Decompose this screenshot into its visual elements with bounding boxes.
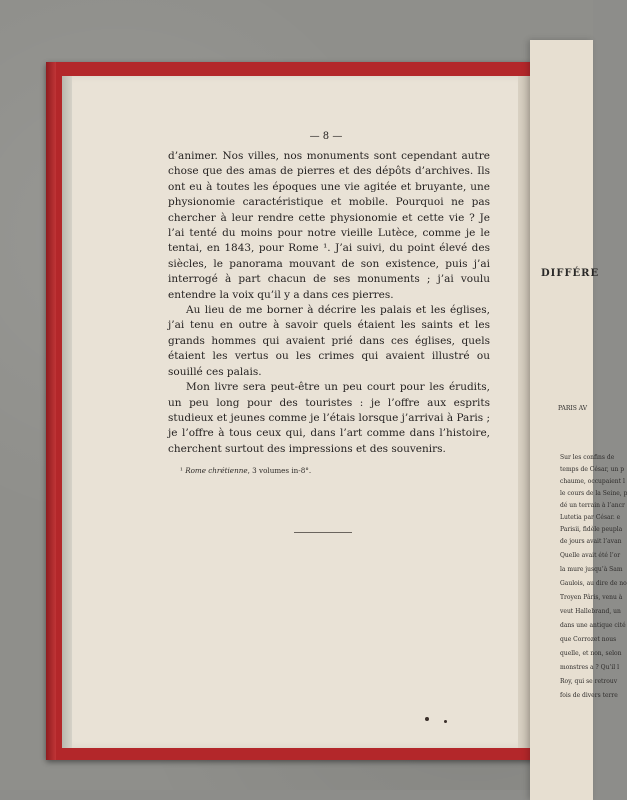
- ink-spot-small: [444, 720, 447, 723]
- right-page-line: fois de divers terre: [560, 692, 618, 699]
- right-page-line: de jours avait l’avan: [560, 538, 622, 545]
- right-page-subtitle: PARIS AV: [558, 405, 588, 412]
- right-page-line: Sur les confins de: [560, 454, 615, 461]
- section-rule: [294, 532, 352, 533]
- right-page-line: chaume, occupaient l: [560, 478, 625, 485]
- paragraph-1: d’animer. Nos villes, nos monuments sont cependant autre chose que des amas de pierres et des dépôts d’archives. Ils ont eu à toutes les époques une vie agitée et bruyante, une physionomie caractéristique et mobile. Pourquoi ne pas chercher à leur rendre cette physionomie et cette vie ? Je l’ai tenté du moins pour notre vieille Lutèce, comme je le tentai, en 1843, pour Rome ¹. J’ai suivi, du point élevé des siècles, le panorama mouvant de son existence, puis j’ai interrogé à part chacun de ses monuments ; j’ai voulu entendre la voix qu’il y a dans ces pierres.: [168, 150, 490, 301]
- page-number: — 8 —: [309, 131, 343, 142]
- right-page-line: que Corrozet nous: [560, 636, 617, 643]
- right-page-line: dé un terrain à l’ancr: [560, 502, 625, 509]
- paragraph-3: Mon livre sera peut-être un peu court pour les érudits, un peu long pour des touristes : je l’offre aux esprits studieux et jeunes comme je l’étais lorsque j’arrivai à Paris ; je l’offre à tous ceux qui, dans l’art comme dans l’histoire, cherchent surtout des impressions et des souvenirs.: [168, 381, 490, 455]
- page-text: [168, 129, 490, 476]
- ink-spot: [425, 717, 429, 721]
- right-page-line: Lutetia par César. e: [560, 514, 621, 521]
- right-page-line: Quelle avait été l’or: [560, 552, 621, 559]
- page-edge-shadow: [62, 76, 72, 748]
- right-page: [530, 40, 593, 800]
- footnote-mark: ¹: [180, 466, 183, 476]
- book-cover-edge: [46, 62, 56, 760]
- right-page-line: la mure jusqu’à Sam: [560, 566, 623, 573]
- paragraph-2: Au lieu de me borner à décrire les palais et les églises, j’ai tenu en outre à savoir quels étaient les saints et les grands hommes qui avaient prié dans ces églises, quels étaient les vertus ou les crimes qui avaient illustré ou souillé ces palais.: [168, 304, 490, 378]
- right-page-line: dans une antique cité: [560, 622, 626, 629]
- right-page-line: temps de César, un p: [560, 466, 625, 473]
- footnote-rest: , 3 volumes in-8°.: [247, 466, 312, 476]
- right-page-line: Parisii, fidèle peupla: [560, 526, 623, 533]
- right-page-line: le cours de la Seine, p: [560, 490, 627, 497]
- right-page-line: Gaulois, au dire de no: [560, 580, 627, 587]
- right-page-line: quelle, et non, selon: [560, 650, 622, 657]
- right-page-title: DIFFÉRE: [541, 268, 600, 279]
- right-page-line: monstres a ? Qu’il l: [560, 664, 620, 671]
- right-page-line: Roy, qui se retrouv: [560, 678, 618, 685]
- footnote-title: Rome chrétienne: [185, 466, 248, 476]
- right-page-line: veut Hallebrand, un: [560, 608, 621, 615]
- right-page-line: Troyen Pâris, venu à: [560, 594, 623, 601]
- footnote: [168, 466, 490, 476]
